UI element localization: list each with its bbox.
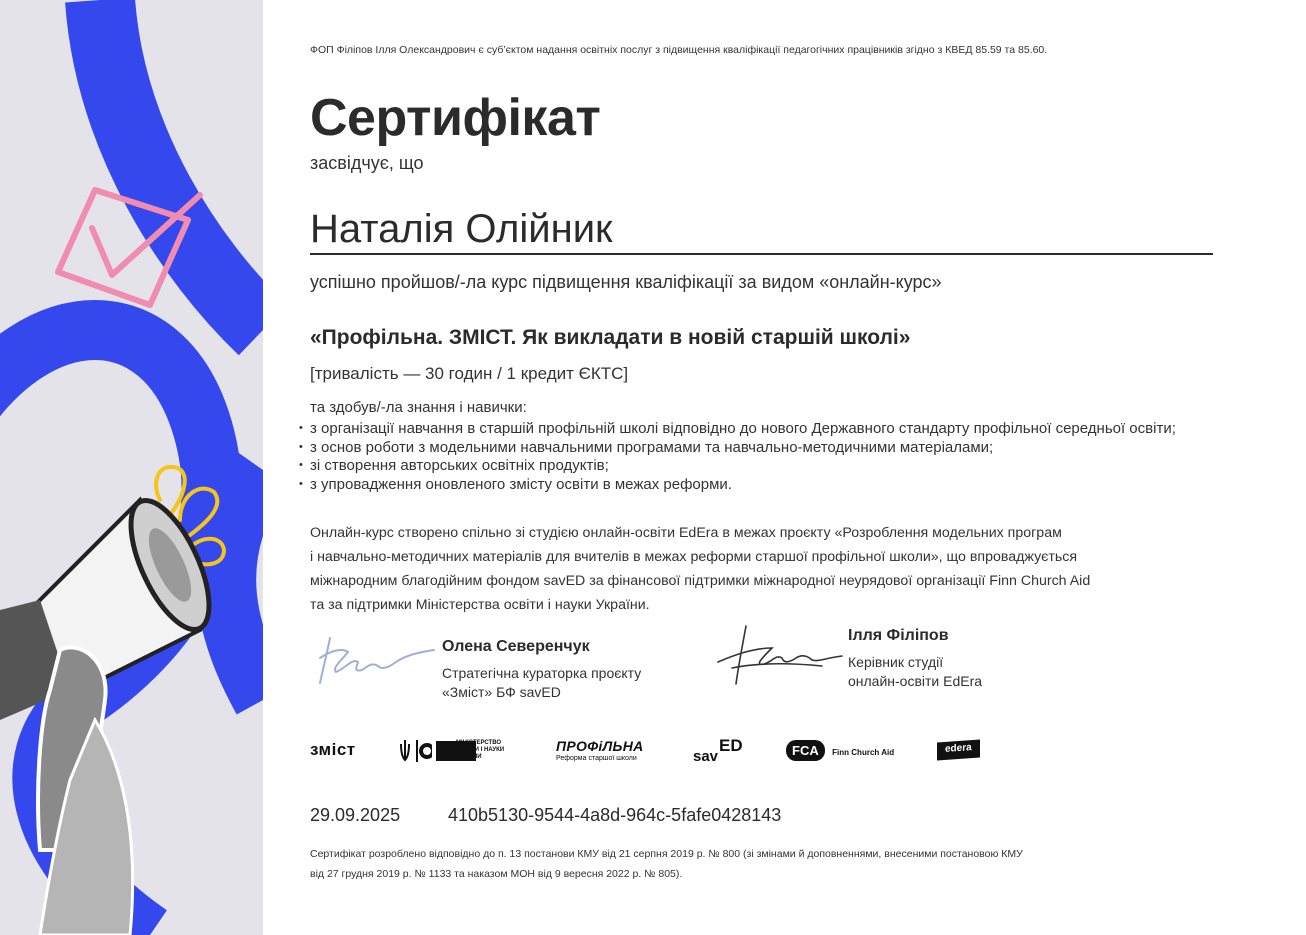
course-title: «Профільна. ЗМІСТ. Як викладати в новій старшій школі»: [310, 326, 911, 349]
issue-date: 29.09.2025: [310, 805, 401, 825]
certifies-text: засвідчує, що: [310, 153, 424, 173]
list-item: • з організації навчання в старшій профільній школі відповідно до нового Державного стандарту профільної середньої освіти;: [310, 420, 1210, 439]
trident-icon: [398, 738, 432, 764]
signatory-name: Олена Северенчук: [442, 638, 590, 655]
signatory-role-line: онлайн-освіти EdEra: [848, 673, 983, 689]
decorative-artwork: [0, 0, 263, 935]
signatory-role: [442, 664, 692, 702]
signature-severenchuk-icon: [312, 628, 437, 690]
signature-filipov-icon: [712, 618, 844, 690]
list-item: • зі створення авторських освітніх продуктів;: [310, 457, 1210, 476]
signatory-role-line: Стратегічна кураторка проєкту: [442, 665, 642, 681]
profilna-wordmark: ПРОФіЛЬНА: [556, 738, 644, 754]
decorative-panel: [0, 0, 263, 935]
page-title: Сертифікат: [310, 89, 601, 147]
about-line: та за підтримки Міністерства освіти і науки України.: [310, 597, 650, 613]
skills-intro: та здобув/-ла знання і навички:: [310, 399, 527, 416]
signatory-role-line: «Зміст» БФ savED: [442, 684, 561, 700]
about-line: і навчально-методичних матеріалів для вчителів в межах реформи старшої профільної школи», що впроваджується: [310, 549, 1078, 565]
fca-text: Finn Church Aid: [832, 748, 895, 757]
partner-logos: [310, 736, 1010, 768]
saved-ed: ED: [719, 736, 743, 755]
legal-note: [310, 844, 1190, 884]
about-line: міжнародним благодійним фондом savED за фінансової підтримки міжнародної неурядової організації Finn Church Aid: [310, 573, 1091, 589]
edera-logo: edera: [937, 740, 980, 761]
name-underline: [310, 253, 1213, 255]
blue-ribbon-right: [226, 470, 263, 700]
provider-note: ФОП Філіпов Ілля Олександрович є суб’єктом надання освітніх послуг з підвищення кваліфікації педагогічних працівників згідно з КВЕД 85.59 та 85.60.: [310, 44, 1048, 56]
course-about: [310, 521, 1215, 617]
zmist-logo: змiст: [310, 740, 356, 759]
saved-sav: sav: [693, 748, 719, 765]
signatory-name: Ілля Філіпов: [848, 627, 949, 644]
passed-text: успішно пройшов/-ла курс підвищення кваліфікації за видом «онлайн-курс»: [310, 272, 942, 292]
profilna-logo: [556, 738, 644, 762]
profilna-subtitle: Реформа старшої школи: [556, 755, 637, 762]
about-line: Онлайн-курс створено спільно зі студією онлайн-освіти EdEra в межах проєкту «Розроблення модельних програм: [310, 525, 1062, 541]
fca-logo: [786, 740, 894, 761]
signatory-role-line: Керівник студії: [848, 654, 944, 670]
mon-text: [456, 740, 504, 761]
course-duration: [тривалість — 30 годин / 1 кредит ЄКТС]: [310, 364, 629, 383]
signatory-role: [848, 653, 1048, 691]
mon-line: МІНІСТЕРСТВО: [456, 740, 502, 746]
list-item: • з основ роботи з модельними навчальними програмами та навчально-методичними матеріалами;: [310, 439, 1210, 458]
legal-note-line: Сертифікат розроблено відповідно до п. 13 постанови КМУ від 21 серпня 2019 р. № 800 (зі змінами й доповненнями, внесеними постановою КМУ: [310, 848, 1023, 860]
fca-badge: FCA: [786, 740, 825, 761]
certificate-id: 410b5130-9544-4a8d-964c-5fafe0428143: [448, 805, 782, 825]
skills-list: [310, 420, 1210, 494]
recipient-name: Наталія Олійник: [310, 207, 613, 251]
legal-note-line: від 27 грудня 2019 р. № 1133 та наказом МОН від 9 вересня 2022 р. № 805).: [310, 868, 683, 880]
blue-ribbon-top: [100, 0, 263, 330]
mon-line: ОСВІТИ І НАУКИ: [456, 747, 505, 753]
list-item: • з упровадження оновленого змісту освіти в межах реформи.: [310, 476, 1210, 495]
mon-line: УКРАЇНИ: [456, 754, 482, 760]
